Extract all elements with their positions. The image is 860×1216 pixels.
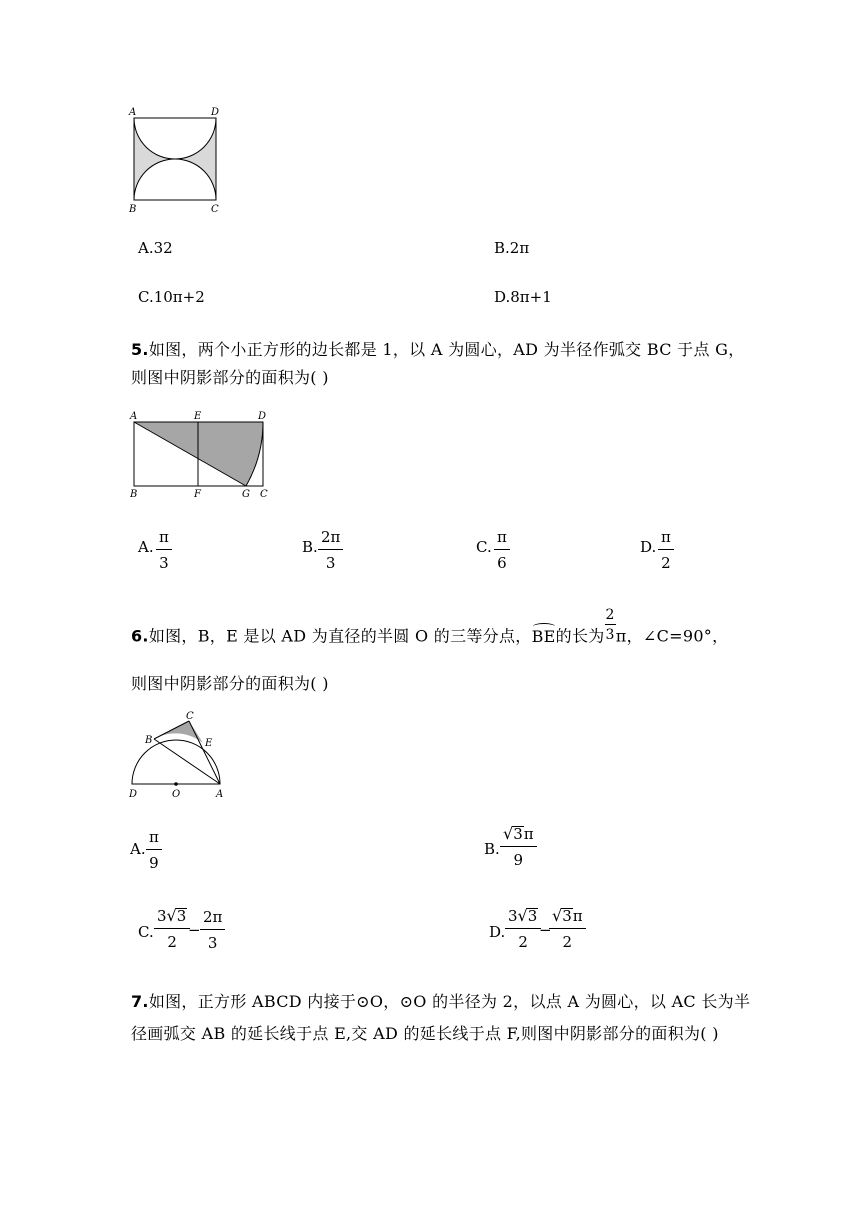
q6-option-d-minus: − (539, 921, 552, 939)
q5-option-b-den: 3 (325, 554, 336, 572)
q5-text-line2: 则图中阴影部分的面积为( ) (131, 368, 329, 387)
q5-label-e: E (194, 411, 202, 422)
q6-label-d: D (129, 789, 138, 800)
q6-option-d-coef: 3 (508, 907, 518, 925)
q6-option-b-den: 9 (513, 851, 524, 869)
q6-option-b-root: 3 (513, 825, 523, 843)
q6-option-a-fraction (146, 830, 162, 871)
q7-text-line2: 径画弧交 AB 的延长线于点 E,交 AD 的延长线于点 F,则图中阴影部分的面积为( ) (131, 1024, 719, 1043)
q7-number: 7. (131, 992, 149, 1011)
q5-option-a[interactable] (138, 530, 188, 570)
q6-option-c-minus: − (188, 921, 201, 939)
q6-option-b-fraction: √ 3 π 9 (500, 826, 537, 868)
q6-center-point (174, 782, 178, 786)
q6-option-a-prefix: A. (130, 840, 146, 858)
q6-stem-fraction (605, 608, 616, 642)
q6-stem-frac-den: 3 (605, 627, 615, 643)
q6-stem-post: π，∠C=90°， (615, 626, 729, 646)
q6-number: 6. (131, 626, 149, 646)
q5-label-b: B (130, 489, 138, 500)
q6-option-d-den2: 2 (562, 933, 573, 951)
q6-option-d-root1: 3 (527, 907, 538, 925)
q6-option-c-term2 (200, 910, 225, 951)
q6-label-o: O (172, 789, 181, 800)
q5-option-c[interactable] (476, 530, 526, 570)
q6-option-b[interactable] (484, 826, 564, 872)
q6-option-c-root: 3 (176, 907, 187, 925)
q5-option-d-den: 2 (661, 554, 671, 572)
q6-segment-ca (189, 721, 220, 784)
q6-label-c: C (186, 711, 194, 722)
q4-figure (126, 105, 226, 217)
q4-option-d[interactable]: D.8π+1 (494, 288, 552, 306)
q6-option-c-den2: 3 (207, 934, 218, 952)
q5-label-c: C (260, 489, 268, 500)
q6-stem-mid: 的长为 (555, 626, 605, 646)
q7-text-line1 (131, 989, 750, 1012)
q6-option-d-den1: 2 (518, 933, 528, 951)
q6-label-e: E (205, 738, 213, 749)
q6-option-c-coef: 3 (157, 907, 167, 925)
q4-label-d: D (211, 107, 220, 118)
q5-label-f: F (194, 489, 201, 500)
q6-option-a-num: π (146, 830, 162, 850)
q5-option-d-num: π (658, 530, 674, 550)
q6-option-b-prefix: B. (484, 840, 500, 858)
q6-stem-pre: 如图，B，E 是以 AD 为直径的半圆 O 的三等分点， (148, 626, 532, 646)
q7-stem-1: 如图，正方形 ABCD 内接于⊙O，⊙O 的半径为 2，以点 A 为圆心，以 AC 长为半 (148, 992, 751, 1011)
q5-option-b-prefix: B. (302, 538, 318, 556)
q6-option-d-prefix: D. (489, 923, 506, 941)
q5-option-d[interactable] (640, 530, 690, 570)
q6-label-a: A (216, 789, 224, 800)
q5-option-d-prefix: D. (640, 538, 657, 556)
q5-option-a-fraction (156, 530, 172, 571)
q6-text-line2: 则图中阴影部分的面积为( ) (131, 674, 329, 693)
q6-label-b: B (145, 735, 153, 746)
q6-option-a-den: 9 (149, 854, 159, 872)
q5-label-a: A (130, 411, 138, 422)
q6-option-c-term1: 3 √ 3 2 (154, 908, 190, 950)
q5-figure (126, 408, 276, 502)
q4-label-b: B (129, 204, 137, 215)
q5-option-b-num: 2π (318, 530, 343, 550)
q4-label-c: C (211, 204, 219, 215)
q5-option-c-fraction (494, 530, 510, 571)
q5-option-a-den: 3 (159, 554, 169, 572)
q5-text-line1 (131, 337, 745, 360)
q4-option-b[interactable]: B.2π (494, 239, 530, 257)
q6-option-c-num2: 2π (200, 910, 225, 930)
q4-option-c[interactable]: C.10π+2 (138, 288, 205, 306)
q5-option-b-fraction (318, 530, 343, 571)
q5-option-a-prefix: A. (138, 538, 154, 556)
q6-option-c-den1: 2 (167, 933, 177, 951)
q5-option-c-num: π (494, 530, 510, 550)
q6-stem-frac-num: 2 (605, 607, 615, 623)
q6-option-d[interactable] (489, 908, 609, 956)
q5-option-b[interactable] (302, 530, 362, 570)
q5-stem-1: 如图，两个小正方形的边长都是 1，以 A 为圆心，AD 为半径作弧交 BC 于点 G， (148, 340, 745, 359)
q6-option-d-term2: √ 3 π 2 (549, 908, 586, 950)
q6-option-d-root2: 3 (562, 907, 572, 925)
q5-option-d-fraction (658, 530, 674, 571)
q6-option-d-term1: 3 √ 3 2 (505, 908, 541, 950)
q6-figure (126, 708, 236, 803)
q5-number: 5. (131, 340, 149, 359)
q5-label-d: D (258, 411, 267, 422)
q6-option-a[interactable] (130, 830, 190, 872)
q6-option-c[interactable] (138, 908, 248, 956)
q5-label-g: G (242, 489, 250, 500)
q6-arc-be-label: BE (531, 626, 556, 646)
q5-option-a-num: π (156, 530, 172, 550)
q6-option-d-num-tail: π (572, 907, 583, 925)
q4-option-a[interactable]: A.32 (138, 239, 173, 257)
q5-option-c-prefix: C. (476, 538, 492, 556)
q6-option-b-num-tail: π (523, 825, 534, 843)
q6-text-line1 (131, 607, 729, 654)
q6-option-c-prefix: C. (138, 923, 154, 941)
q4-label-a: A (129, 107, 137, 118)
q5-option-c-den: 6 (497, 554, 507, 572)
